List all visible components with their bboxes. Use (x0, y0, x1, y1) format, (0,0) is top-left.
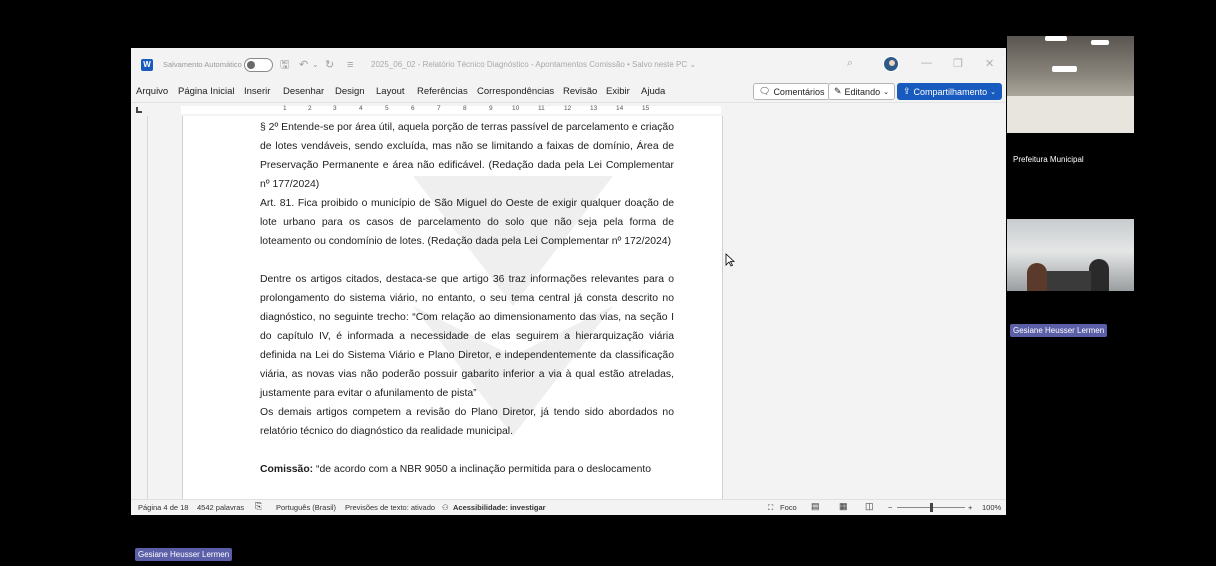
vertical-ruler (147, 116, 148, 499)
ruler-number: 2 (308, 105, 312, 112)
menu-revisao[interactable]: Revisão (563, 86, 598, 97)
paragraph[interactable]: Os demais artigos competem a revisão do Plano Diretor, já tendo sido abordados no relatório técnico do diagnóstico da realidade municipal. (260, 407, 674, 437)
zoom-in-icon[interactable]: + (968, 503, 973, 512)
proofing-icon[interactable]: ⎘ (255, 501, 263, 511)
zoom-slider-thumb[interactable] (930, 503, 933, 512)
ruler-number: 12 (564, 105, 572, 112)
document-title[interactable]: 2025_06_02 - Relatório Técnico Diagnóstico - Apontamentos Comissão • Salvo neste PC ⌄ (371, 60, 697, 69)
ruler-number: 15 (642, 105, 650, 112)
pencil-icon: ✎ (834, 86, 842, 96)
presenter-name-badge: Gesiane Heusser Lermen (135, 548, 232, 561)
redo-icon[interactable]: ↻ (325, 59, 335, 71)
menu-correspondencias[interactable]: Correspondências (477, 86, 555, 97)
menu-arquivo[interactable]: Arquivo (136, 86, 169, 97)
restore-icon[interactable]: ❐ (953, 58, 963, 70)
title-bar (131, 48, 1006, 82)
text-predictions-status[interactable]: Previsões de texto: ativado (345, 503, 436, 512)
horizontal-ruler[interactable] (131, 102, 1006, 116)
menu-design[interactable]: Design (335, 86, 365, 97)
document-text[interactable] (260, 118, 674, 479)
print-layout-icon[interactable]: ▦ (839, 501, 848, 511)
document-area[interactable] (131, 116, 1006, 499)
ruler-number: 8 (463, 105, 467, 112)
zoom-level[interactable]: 100% (982, 503, 1002, 512)
undo-dropdown-icon[interactable]: ⌄ (312, 60, 319, 69)
focus-button[interactable]: Foco (780, 503, 797, 512)
accessibility-icon: ⚇ (442, 503, 449, 512)
status-bar (131, 499, 1006, 515)
share-icon: ⇪ (903, 86, 911, 96)
commission-paragraph[interactable] (260, 460, 674, 479)
mouse-cursor-icon (725, 253, 735, 267)
table-surface (1047, 271, 1091, 291)
word-count[interactable]: 4542 palavras (197, 503, 245, 512)
participant-video[interactable] (1007, 36, 1134, 133)
ceiling-light (1045, 36, 1067, 41)
language-status[interactable]: Português (Brasil) (276, 503, 337, 512)
paragraph[interactable]: Art. 81. Fica proibido o município de São Miguel do Oeste de exigir qualquer doação de lote urbano para os casos de parcelamento do solo que não seja pela forma de loteamento ou condomínio de lotes. (Redação dada pela Lei Complementar nº 172/2024) (260, 198, 674, 247)
person (1089, 259, 1109, 291)
comments-button[interactable] (753, 83, 830, 100)
person (1027, 263, 1047, 291)
ruler-strip (181, 106, 721, 114)
commission-label: Comissão: (260, 464, 314, 475)
minimize-icon[interactable]: — (921, 57, 932, 69)
customize-toolbar-icon[interactable]: ≡ (347, 59, 354, 71)
ruler-number: 11 (538, 105, 545, 112)
ceiling-light (1052, 66, 1077, 72)
menu-bar (131, 82, 1006, 102)
share-label: Compartilhamento (913, 86, 988, 97)
search-icon[interactable]: ⌕ (847, 57, 854, 69)
menu-referencias[interactable]: Referências (417, 86, 468, 97)
ruler-number: 13 (590, 105, 598, 112)
focus-icon: ⛶ (768, 503, 774, 512)
save-icon[interactable]: 🖫 (280, 59, 290, 71)
participant-video[interactable] (1007, 219, 1134, 291)
tab-selector-icon[interactable] (136, 107, 142, 113)
document-page[interactable] (182, 116, 723, 499)
paragraph[interactable]: Dentre os artigos citados, destaca-se que artigo 36 traz informações relevantes para o prolongamento do sistema viário, no entanto, o seu tema central já consta descrito no diagnóstico, no seguinte trecho: “Com relação ao dimensionamento das vias, na seção I do capítulo IV, é informada a necessidade de elas seguirem a hierarquização viária definida na Lei do Sistema Viário e Plano Diretor, e independentemente da classificação viária, as novas vias não poderão possuir gabarito inferior a via à qual estão atreladas, justamente para evitar o afunilamento de pista” (260, 274, 674, 399)
table-surface (1007, 96, 1134, 133)
share-button[interactable] (897, 83, 1002, 100)
ruler-number: 1 (283, 105, 287, 112)
chevron-down-icon: ⌄ (990, 88, 996, 96)
undo-icon[interactable]: ↶ (299, 59, 309, 71)
page-count[interactable]: Página 4 de 18 (138, 503, 189, 512)
accessibility-status[interactable]: Acessibilidade: investigar (453, 503, 546, 512)
word-logo-icon: W (141, 59, 153, 71)
comments-label: Comentários (773, 86, 825, 97)
ruler-number: 6 (411, 105, 415, 112)
menu-exibir[interactable]: Exibir (606, 86, 630, 97)
ruler-number: 10 (512, 105, 520, 112)
ruler-number: 3 (333, 105, 337, 112)
participant-name: Prefeitura Municipal (1013, 155, 1084, 164)
ruler-number: 4 (359, 105, 363, 112)
web-layout-icon[interactable]: ◫ (865, 501, 874, 511)
autosave-label: Salvamento Automático (163, 60, 242, 69)
zoom-out-icon[interactable]: − (888, 503, 893, 512)
menu-ajuda[interactable]: Ajuda (641, 86, 666, 97)
commission-text: “de acordo com a NBR 9050 a inclinação permitida para o deslocamento (313, 464, 652, 475)
participant-name-badge: Gesiane Heusser Lermen (1010, 324, 1107, 337)
ceiling-light (1091, 40, 1109, 45)
ruler-number: 5 (385, 105, 389, 112)
menu-inserir[interactable]: Inserir (244, 86, 271, 97)
menu-layout[interactable]: Layout (376, 86, 405, 97)
autosave-toggle[interactable] (244, 58, 273, 72)
ruler-number: 7 (437, 105, 441, 112)
editing-label: Editando (844, 86, 881, 97)
comment-icon: 🗨 (759, 86, 771, 96)
avatar[interactable] (883, 56, 899, 72)
word-window (131, 48, 1006, 515)
chevron-down-icon: ⌄ (883, 88, 889, 96)
read-mode-icon[interactable]: ▤ (811, 501, 820, 511)
close-icon[interactable]: ✕ (985, 58, 995, 70)
menu-pagina-inicial[interactable]: Página Inicial (178, 86, 235, 97)
menu-desenhar[interactable]: Desenhar (283, 86, 325, 97)
paragraph[interactable]: § 2º Entende-se por área útil, aquela porção de terras passível de parcelamento e criação de lotes vendáveis, sendo excluída, mas não se limitando a faixas de domínio, Área de Preservação Permanente e área não edificável. (Redação dada pela Lei Complementar nº 177/2024) (260, 122, 674, 190)
ruler-number: 9 (489, 105, 493, 112)
ruler-number: 14 (616, 105, 624, 112)
editing-mode-button[interactable] (828, 83, 895, 100)
